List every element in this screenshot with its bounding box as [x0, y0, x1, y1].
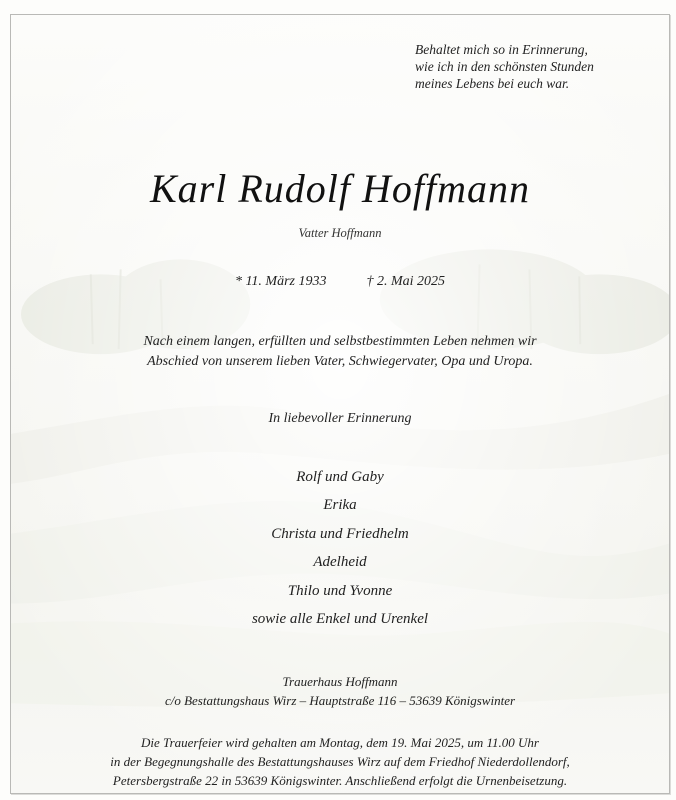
mourner-item: Christa und Friedhelm: [271, 525, 409, 542]
life-dates: [11, 274, 669, 290]
deceased-nickname: Vatter Hoffmann: [298, 226, 382, 240]
farewell-line: Nach einem langen, erfüllten und selbstbestimmten Leben nehmen wir: [143, 334, 537, 349]
motto-line: Behaltet mich so in Erinnerung,: [415, 42, 588, 57]
mourning-house-line: Trauerhaus Hoffmann: [282, 674, 398, 689]
mourning-house-address: [11, 672, 669, 710]
death-date: † 2. Mai 2025: [366, 274, 446, 289]
mourner-item: Erika: [323, 497, 357, 514]
farewell-line: Abschied von unserem lieben Vater, Schwiegervater, Opa und Uropa.: [147, 354, 533, 369]
mourning-house-line: c/o Bestattungshaus Wirz – Hauptstraße 116 – 53639 Königswinter: [164, 693, 516, 708]
motto-line: meines Lebens bei euch war.: [415, 76, 570, 91]
birth-date: * 11. März 1933: [234, 274, 327, 289]
mourner-item: Adelheid: [313, 554, 367, 571]
funeral-info-line: Die Trauerfeier wird gehalten am Montag, dem 19. Mai 2025, um 11.00 Uhr: [141, 735, 539, 750]
mourner-item: Thilo und Yvonne: [287, 582, 393, 599]
motto-line: wie ich in den schönsten Stunden: [415, 59, 594, 74]
remembrance-heading: In liebevoller Erinnerung: [268, 411, 412, 426]
deceased-name: Karl Rudolf Hoffmann: [149, 166, 531, 211]
funeral-info-line: Petersbergstraße 22 in 53639 Königswinter. Anschließend erfolgt die Urnenbeisetzung.: [112, 773, 568, 788]
mourner-item: sowie alle Enkel und Urenkel: [251, 611, 429, 628]
obituary-frame: [10, 14, 670, 794]
mourner-item: Rolf und Gaby: [296, 469, 384, 485]
motto-verse: [415, 41, 625, 92]
funeral-info: [11, 733, 669, 790]
farewell-text: [11, 332, 669, 372]
funeral-info-line: in der Begegnungshalle des Bestattungshauses Wirz auf dem Friedhof Niederdollendorf,: [110, 754, 570, 769]
mourners-list: [11, 463, 669, 633]
